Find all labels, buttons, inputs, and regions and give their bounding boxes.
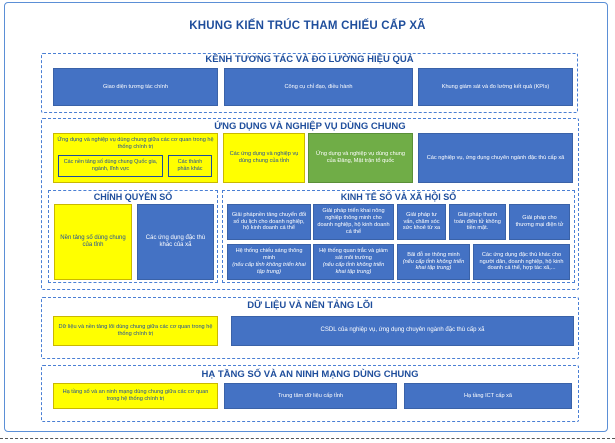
subsection-chinh-quyen-title: CHÍNH QUYỀN SỐ	[93, 192, 173, 202]
box-quan-trac-moi-truong	[313, 244, 394, 280]
box-ha-tang-so-an-ninh: Hạ tầng số và an ninh mạng dùng chung giữa các cơ quan trong hệ thống chính trị	[53, 383, 218, 409]
box-nen-tang-so-quoc-gia: Các nền tảng số dùng chung Quốc gia, ngành, lĩnh vực	[58, 155, 163, 177]
section-kenh-title: KÊNH TƯƠNG TÁC VÀ ĐO LƯỜNG HIỆU QUẢ	[205, 54, 414, 65]
box-bai-do-xe-note: (nếu cấp tỉnh không triển khai tập trung)	[402, 258, 465, 272]
box-quan-trac-note: (nếu cấp tỉnh không triển khai tập trung)	[322, 262, 385, 275]
box-ung-dung-dac-thu-xa: Các ứng dụng đặc thù khác của xã	[137, 204, 214, 280]
box-ung-dung-dang-mat-tran: Ứng dụng và nghiệp vụ dùng chung của Đảng, Mặt trận tổ quốc	[308, 133, 413, 183]
box-thanh-phan-khac: Các thành phần khác	[168, 155, 212, 177]
box-giao-dien-tuong-tac: Giao diện tương tác chính	[53, 68, 218, 106]
box-giai-phap-nong-nghiep: Giải pháp triển khai nông nghiệp thông minh cho doanh nghiệp, hộ kinh doanh cá thể	[313, 204, 394, 240]
diagram-title: KHUNG KIẾN TRÚC THAM CHIẾU CẤP XÃ	[189, 20, 426, 32]
box-bai-do-xe-main: Bãi đỗ xe thông minh	[407, 251, 460, 258]
box-giai-phap-thanh-toan: Giải pháp thanh toán điện tử không tiền mặt.	[449, 204, 506, 240]
section-du-lieu-title: DỮ LIỆU VÀ NỀN TẢNG LÕI	[247, 300, 373, 311]
box-ung-dung-dung-chung-label: Ứng dụng và nghiệp vụ dùng chung giữa các cơ quan trong hệ thống chính trị	[57, 137, 214, 150]
box-quan-trac-main: Hệ thống quan trắc và giám sát môi trường	[319, 248, 388, 262]
box-giai-phap-thuong-mai-dien-tu: Giải pháp cho thương mại điện tử	[509, 204, 570, 240]
box-khung-giam-sat: Khung giám sát và đo lường kết quả (KPIs)	[418, 68, 573, 106]
page-bottom-divider	[0, 438, 615, 439]
box-chieu-sang-main: Hệ thống chiếu sáng thông minh	[235, 248, 303, 262]
box-nen-tang-so-tinh: Nền tảng số dùng chung của tỉnh	[54, 204, 132, 280]
box-cong-cu-chi-dao: Công cụ chỉ đạo, điều hành	[224, 68, 413, 106]
box-trung-tam-du-lieu-tinh: Trung tâm dữ liệu cấp tỉnh	[224, 383, 397, 409]
box-ha-tang-ict-xa: Hạ tầng ICT cấp xã	[404, 383, 572, 409]
box-ung-dung-dac-thu-nguoi-dan: Các ứng dụng đặc thù khác cho người dân, doanh nghiệp, hộ kinh doanh cá thể, hợp tác xã,...	[473, 244, 570, 280]
box-giai-phap-du-lich: Giải phápnền tảng chuyển đổi số du lịch cho doanh nghiệp, hộ kinh doanh cá thể	[227, 204, 311, 240]
box-ung-dung-cua-tinh: Các ứng dụng và nghiệp vụ dùng chung của tỉnh	[223, 133, 305, 183]
box-bai-do-xe	[397, 244, 470, 280]
box-chieu-sang-note: (nếu cấp tỉnh không triển khai tập trung)	[232, 262, 306, 275]
section-ung-dung-title: ỨNG DỤNG VÀ NGHIỆP VỤ DÙNG CHUNG	[214, 121, 406, 132]
box-du-lieu-nen-tang-loi: Dữ liệu và nền tảng lõi dùng chung giữa các cơ quan trong hệ thống chính trị	[53, 316, 218, 346]
subsection-kinh-te-title: KINH TẾ SỐ VÀ XÃ HỘI SỐ	[340, 192, 457, 202]
box-chieu-sang-thong-minh	[227, 244, 311, 280]
section-ha-tang-title: HẠ TẦNG SỐ VÀ AN NINH MẠNG DÙNG CHUNG	[201, 369, 419, 380]
box-csdl-chuyen-nganh: CSDL của nghiệp vụ, ứng dụng chuyên ngành đặc thù cấp xã	[231, 316, 574, 346]
box-giai-phap-suc-khoe: Giải pháp tư vấn, chăm sóc sức khoẻ từ xa	[397, 204, 446, 240]
box-nghiep-vu-chuyen-nganh-xa: Các nghiệp vụ, ứng dụng chuyên ngành đặc thù cấp xã	[418, 133, 573, 183]
